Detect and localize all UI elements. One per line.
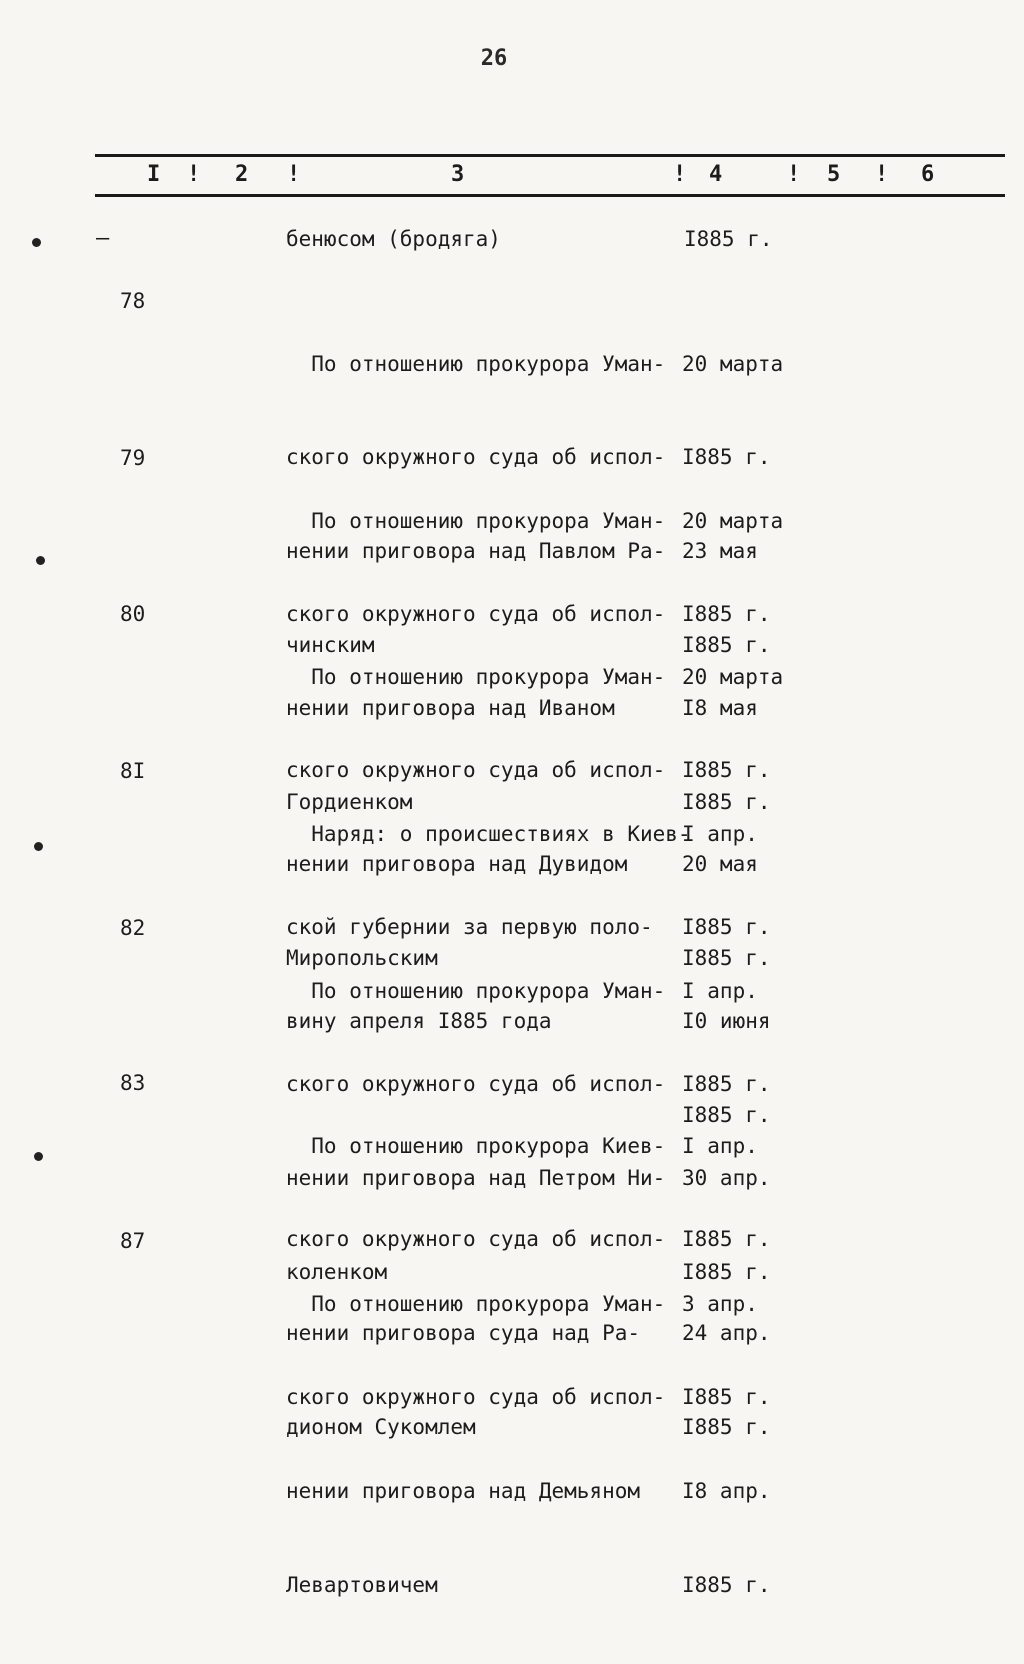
header-col-2: 2 xyxy=(235,162,249,187)
entry-date: 23 мая xyxy=(682,539,758,564)
entry-line: нении приговора над Петром Ни- xyxy=(286,1166,666,1191)
entry-number: 87 xyxy=(120,1229,146,1253)
header-col-3: 3 xyxy=(451,162,465,187)
entry-date: 20 марта xyxy=(682,351,784,376)
entry-date: I885 г. xyxy=(682,445,771,470)
entry-line: По отношению прокурора Киев- xyxy=(286,1133,666,1158)
entry-line: По отношению прокурора Уман- xyxy=(286,351,666,376)
header-separator: ! xyxy=(673,162,687,187)
entry-date: 20 мая xyxy=(682,852,758,877)
entry-date: I885 г. xyxy=(682,1072,771,1097)
entry-line: По отношению прокурора Уман- xyxy=(286,664,666,689)
entry-description xyxy=(286,1226,665,1664)
entry-date: I885 г. xyxy=(682,602,771,627)
entry-date: I885 г. xyxy=(682,1573,771,1598)
entry-line: вину апреля I885 года xyxy=(286,1009,552,1034)
entry-line: нении приговора над Демьяном xyxy=(286,1479,641,1504)
entry-date: I885 г. xyxy=(682,633,771,658)
entry-line: Левартовичем xyxy=(286,1573,438,1598)
header-separator: ! xyxy=(287,162,301,187)
entry-line: чинским xyxy=(286,633,375,658)
entry-date: I885 г. xyxy=(682,790,771,815)
entry-number: 78 xyxy=(120,289,146,313)
entry-date: I885 г. xyxy=(682,1227,771,1252)
entry-number: 79 xyxy=(120,446,146,470)
entry-line: ского окружного суда об испол- xyxy=(286,602,666,627)
entry-date: I8 апр. xyxy=(682,1479,771,1504)
entry-date: 3 апр. xyxy=(682,1291,758,1316)
header-rule-top xyxy=(95,154,1005,157)
entry-date: I8 мая xyxy=(682,696,758,721)
entry-line: нении приговора суда над Ра- xyxy=(286,1321,641,1346)
entry-number: 8I xyxy=(120,759,146,783)
table-header xyxy=(95,150,1005,200)
entry-line: По отношению прокурора Уман- xyxy=(286,978,666,1003)
entry-line: коленком xyxy=(286,1260,388,1285)
entry-date: I885 г. xyxy=(682,1415,771,1440)
entry-date: I885 г. xyxy=(682,1260,771,1285)
entry-line: По отношению прокурора Уман- xyxy=(286,508,666,533)
entry-date: I885 г. xyxy=(682,915,771,940)
entry-date: I0 июня xyxy=(682,1009,771,1034)
entry-line: ского окружного суда об испол- xyxy=(286,445,666,470)
entry-line: ской губернии за первую поло- xyxy=(286,915,653,940)
entry-line: нении приговора над Дувидом xyxy=(286,852,628,877)
entry-line: ского окружного суда об испол- xyxy=(286,758,666,783)
header-separator: ! xyxy=(875,162,889,187)
continuation-description: бенюсом (бродяга) xyxy=(286,227,501,251)
entry-date: I апр. xyxy=(682,821,758,846)
entry-date: 20 марта xyxy=(682,664,784,689)
entry-date: I885 г. xyxy=(682,946,771,971)
entry-number: 83 xyxy=(120,1071,146,1095)
header-col-1: I xyxy=(147,162,161,187)
entry-date: 30 апр. xyxy=(682,1166,771,1191)
header-separator: ! xyxy=(787,162,801,187)
entry-date: 24 апр. xyxy=(682,1321,771,1346)
entry-line: ского окружного суда об испол- xyxy=(286,1385,666,1410)
entry-date: I апр. xyxy=(682,1133,758,1158)
entry-line: Гордиенком xyxy=(286,790,413,815)
continuation-date: I885 г. xyxy=(684,227,773,251)
entry-dates xyxy=(682,1226,771,1664)
entry-line: ского окружного суда об испол- xyxy=(286,1072,666,1097)
header-col-5: 5 xyxy=(827,162,841,187)
entry-line: Миропольским xyxy=(286,946,438,971)
entry-line: Наряд: о происшествиях в Киев- xyxy=(286,821,691,846)
entry-date: I885 г. xyxy=(682,758,771,783)
entry-number: 82 xyxy=(120,916,146,940)
entry-date: I885 г. xyxy=(682,1103,771,1128)
entry-date: I апр. xyxy=(682,978,758,1003)
entry-line: нении приговора над Павлом Ра- xyxy=(286,539,666,564)
continuation-mark: – xyxy=(96,226,110,251)
entry-line: дионом Сукомлем xyxy=(286,1415,476,1440)
entry-line: нении приговора над Иваном xyxy=(286,696,615,721)
entry-line: ского окружного суда об испол- xyxy=(286,1227,666,1252)
entry-line: По отношению прокурора Уман- xyxy=(286,1291,666,1316)
entry-number: 80 xyxy=(120,602,146,626)
page-number: 26 xyxy=(480,46,508,71)
header-col-6: 6 xyxy=(921,162,935,187)
entry-date: 20 марта xyxy=(682,508,784,533)
entry-date: I885 г. xyxy=(682,1385,771,1410)
header-separator: ! xyxy=(187,162,201,187)
header-col-4: 4 xyxy=(709,162,723,187)
header-rule-bottom xyxy=(95,194,1005,197)
margin-mark xyxy=(32,238,41,247)
